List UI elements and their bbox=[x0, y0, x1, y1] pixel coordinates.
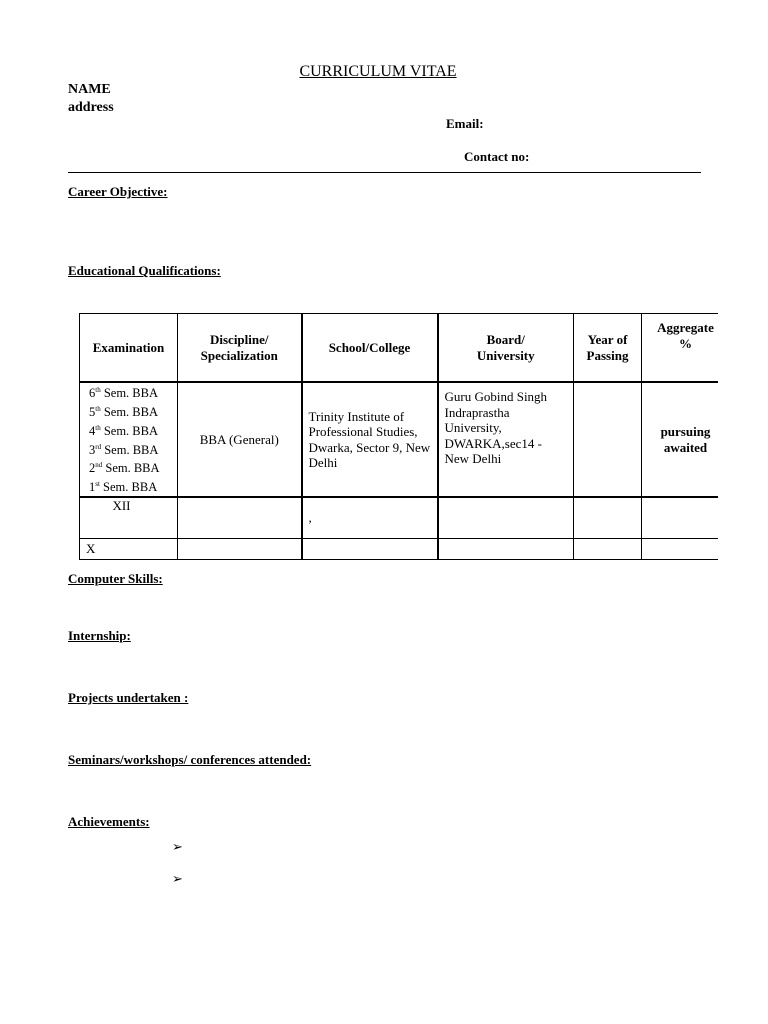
projects-heading: Projects undertaken : bbox=[68, 690, 189, 705]
cv-title: CURRICULUM VITAE bbox=[299, 63, 457, 80]
exam-xii-cell: XII bbox=[80, 497, 178, 538]
header-aggregate: Aggregate % bbox=[642, 314, 730, 383]
semester-line: 1st Sem. BBA bbox=[89, 480, 158, 495]
semester-line: 3rd Sem. BBA bbox=[89, 442, 159, 457]
year-cell bbox=[574, 538, 642, 559]
table-row bbox=[80, 497, 730, 538]
school-cell bbox=[302, 538, 438, 559]
school-cell: Trinity Institute of Professional Studies, Dwarka, Sector 9, New Delhi bbox=[302, 382, 438, 497]
header-school: School/College bbox=[302, 314, 438, 383]
board-cell bbox=[438, 497, 574, 538]
header-examination: Examination bbox=[80, 314, 178, 383]
year-cell bbox=[574, 382, 642, 497]
computer-skills-heading: Computer Skills: bbox=[68, 571, 163, 586]
year-cell bbox=[574, 497, 642, 538]
discipline-cell bbox=[178, 538, 302, 559]
contact-label: Contact no: bbox=[464, 149, 530, 164]
aggregate-cell: pursuing awaited bbox=[642, 382, 730, 497]
exam-x-cell: X bbox=[80, 538, 178, 559]
education-heading: Educational Qualifications: bbox=[68, 263, 221, 278]
discipline-cell bbox=[178, 497, 302, 538]
arrow-bullet-icon: ➢ bbox=[172, 839, 183, 854]
header-divider bbox=[68, 172, 701, 173]
semester-line: 4th Sem. BBA bbox=[89, 423, 159, 438]
header-board: Board/ University bbox=[438, 314, 574, 383]
education-table bbox=[79, 313, 730, 560]
career-objective-heading: Career Objective: bbox=[68, 184, 168, 199]
semester-list bbox=[80, 382, 178, 497]
table-row bbox=[80, 382, 730, 497]
internship-heading: Internship: bbox=[68, 628, 131, 643]
page-edge-mask bbox=[718, 300, 768, 560]
table-row bbox=[80, 538, 730, 559]
seminars-heading: Seminars/workshops/ conferences attended: bbox=[68, 752, 312, 767]
school-cell: , bbox=[302, 497, 438, 538]
aggregate-cell bbox=[642, 497, 730, 538]
email-label: Email: bbox=[446, 116, 484, 131]
header-year: Year of Passing bbox=[574, 314, 642, 383]
semester-line: 6th Sem. BBA bbox=[89, 386, 159, 401]
header-discipline: Discipline/ Specialization bbox=[178, 314, 302, 383]
address-field: address bbox=[68, 100, 114, 115]
board-cell: Guru Gobind Singh Indraprastha University, DWARKA,sec14 - New Delhi bbox=[438, 382, 574, 497]
table-header-row bbox=[80, 314, 730, 383]
achievements-heading: Achievements: bbox=[68, 814, 150, 829]
discipline-cell: BBA (General) bbox=[178, 382, 302, 497]
name-field: NAME bbox=[68, 82, 111, 97]
semester-line: 5th Sem. BBA bbox=[89, 404, 159, 420]
board-cell bbox=[438, 538, 574, 559]
arrow-bullet-icon: ➢ bbox=[172, 871, 183, 886]
semester-line: 2nd Sem. BBA bbox=[89, 461, 160, 476]
aggregate-cell bbox=[642, 538, 730, 559]
